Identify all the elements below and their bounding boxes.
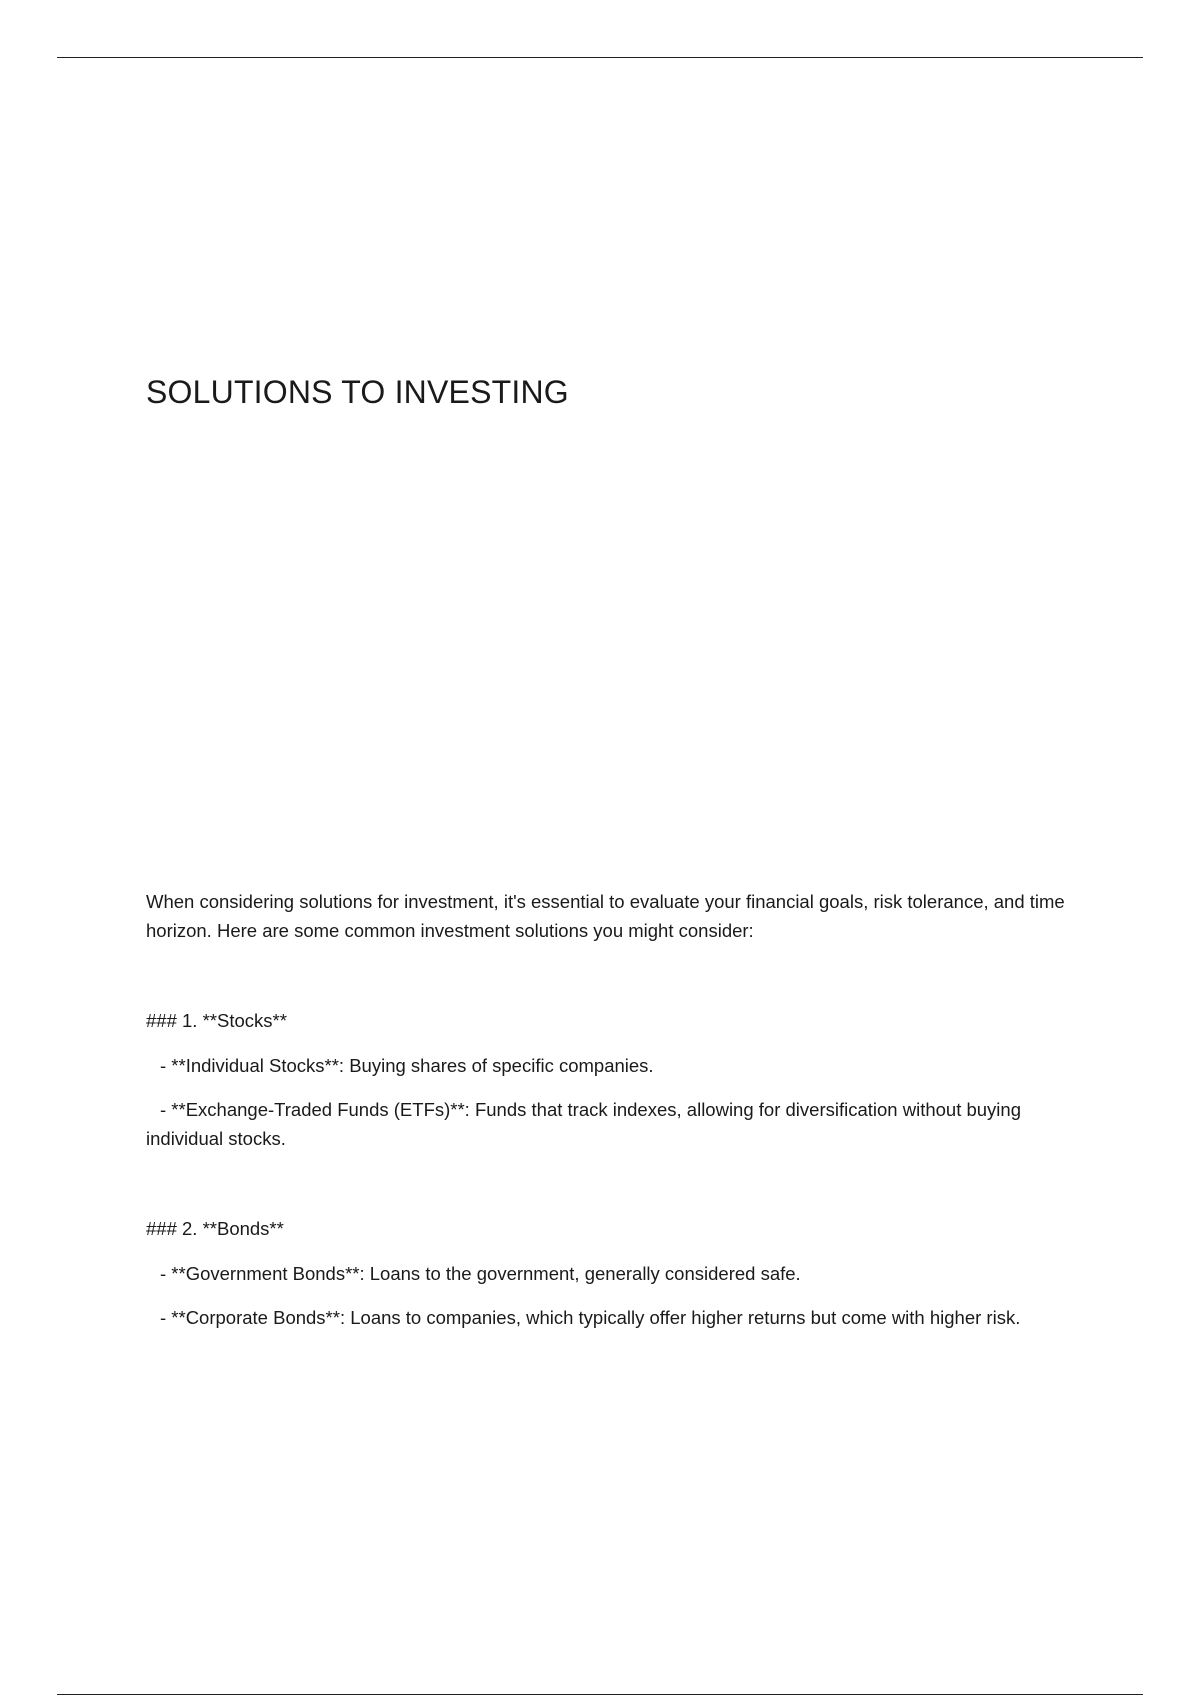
document-body bbox=[146, 887, 1086, 1332]
list-item: - **Corporate Bonds**: Loans to companies, which typically offer higher returns but come with higher risk. bbox=[160, 1307, 1021, 1328]
section-heading: ### 1. **Stocks** bbox=[146, 1010, 287, 1031]
top-rule bbox=[57, 57, 1143, 58]
list-item: - **Government Bonds**: Loans to the government, generally considered safe. bbox=[160, 1263, 801, 1284]
list-item: - **Exchange-Traded Funds (ETFs)**: Funds that track indexes, allowing for diversification without buying individual stocks. bbox=[146, 1099, 1021, 1149]
section-heading: ### 2. **Bonds** bbox=[146, 1218, 284, 1239]
list-item: - **Individual Stocks**: Buying shares of specific companies. bbox=[160, 1055, 654, 1076]
intro-paragraph: When considering solutions for investment, it's essential to evaluate your financial goals, risk tolerance, and time horizon. Here are some common investment solutions you might consider: bbox=[146, 891, 1065, 941]
document-title: SOLUTIONS TO INVESTING bbox=[146, 374, 569, 410]
bottom-rule bbox=[57, 1694, 1143, 1695]
section-stocks bbox=[146, 1006, 1086, 1153]
section-bonds bbox=[146, 1214, 1086, 1332]
